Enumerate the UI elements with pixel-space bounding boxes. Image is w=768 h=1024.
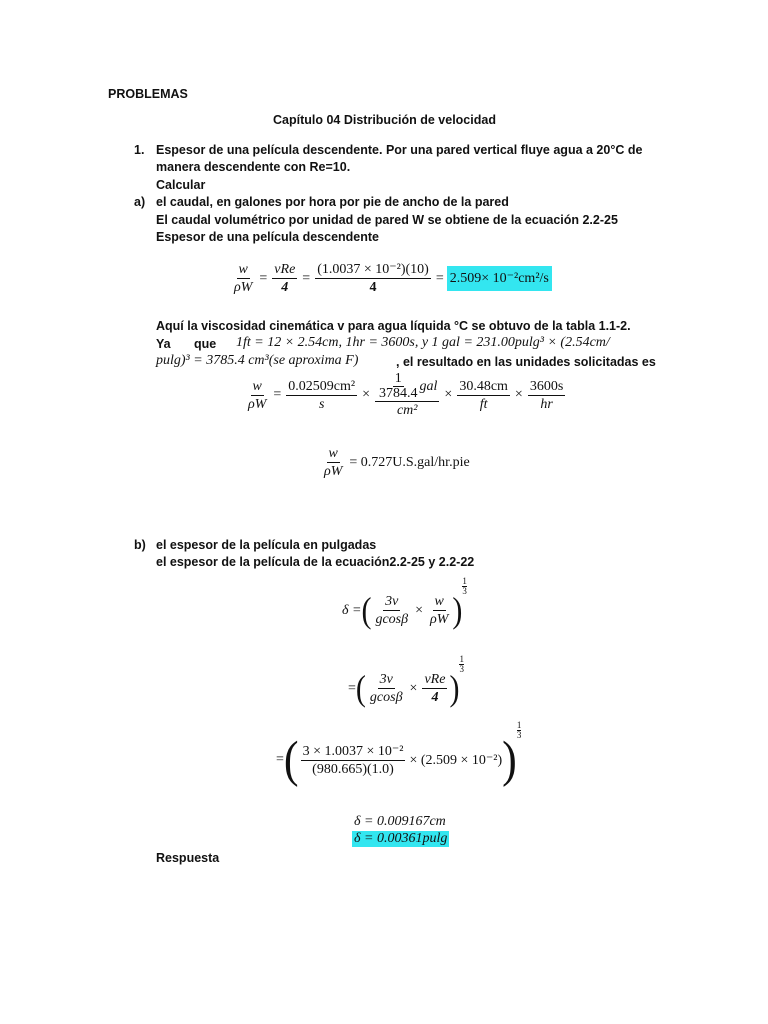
highlighted-result: 2.509× 10⁻²cm²/s xyxy=(447,266,552,291)
problem-number: 1. xyxy=(134,143,145,157)
part-a-line3: Espesor de una película descendente xyxy=(156,230,379,244)
answer-label: Respuesta xyxy=(156,851,220,865)
note3-conversion: pulg)³ = 3785.4 cm³(se aproxima F) xyxy=(156,353,359,368)
equation-4: δ = ( $\frac{3v}{gcos\beta}$ × $\frac{w}{\rho W}$ ) 1 3 xyxy=(342,576,467,630)
problem-text-line1: Espesor de una película descendente. Por una pared vertical fluye agua a 20°C de xyxy=(156,143,643,157)
note2-conversions: 1ft = 12 × 2.54cm, 1hr = 3600s, y 1 gal = 231.00pulg³ × (2.54cm/ xyxy=(236,335,610,350)
note-line1: Aquí la viscosidad cinemática v para agua líquida °C se obtuvo de la tabla 1.1-2. xyxy=(156,319,631,333)
part-a-line1: el caudal, en galones por hora por pie de ancho de la pared xyxy=(156,195,509,209)
equation-2: $\frac{w}{\rho W}$ = $\frac{\text{0.02509cm²}}{s}$ × $\frac{1}{3784.4}$ gal cm² × $\frac{30.48cm}{ft}$ × $\frac{3600s}{hr}$ xyxy=(248,370,564,418)
result-cm: δ = 0.009167cm xyxy=(354,814,446,829)
equation-6: = ( $\frac{\text{3 × 1.0037 × 10⁻²}}{(980.665)(1.0)}$ × (2.509 × 10⁻²) ) 1 3 xyxy=(276,719,522,788)
result-pulg-highlight: δ = 0.00361pulg xyxy=(354,831,448,846)
part-b-label: b) xyxy=(134,538,146,552)
chapter-title: Capítulo 04 Distribución de velocidad xyxy=(273,113,496,127)
part-a-line2: El caudal volumétrico por unidad de pared W se obtiene de la ecuación 2.2-25 xyxy=(156,213,618,227)
equation-1: $\frac{w}{\rho W}$ = $\frac{\text{vRe}}{4}$ = $\frac{\text{(1.0037 × 10⁻²)(10)}}{4}$ = 2.509× 10⁻²cm²/s xyxy=(230,262,552,295)
note2-ya: Ya xyxy=(156,337,171,351)
problem-text-line3: Calcular xyxy=(156,178,206,192)
equation-3: $\frac{w}{\rho W}$ = 0.727U.S.gal/hr.pie xyxy=(324,446,470,479)
part-a-label: a) xyxy=(134,195,146,209)
note2-que: que xyxy=(194,337,217,351)
note3-text: , el resultado en las unidades solicitadas es xyxy=(396,355,656,369)
problem-text-line2: manera descendente con Re=10. xyxy=(156,160,351,174)
part-b-line1: el espesor de la película en pulgadas xyxy=(156,538,377,552)
equation-5: = ( $\frac{3v}{gcos\beta}$ × $\frac{\text{vRe}}{4}$ ) 1 3 xyxy=(348,654,464,708)
part-b-line2: el espesor de la película de la ecuación2.2-25 y 2.2-22 xyxy=(156,555,475,569)
section-header: PROBLEMAS xyxy=(108,87,188,101)
